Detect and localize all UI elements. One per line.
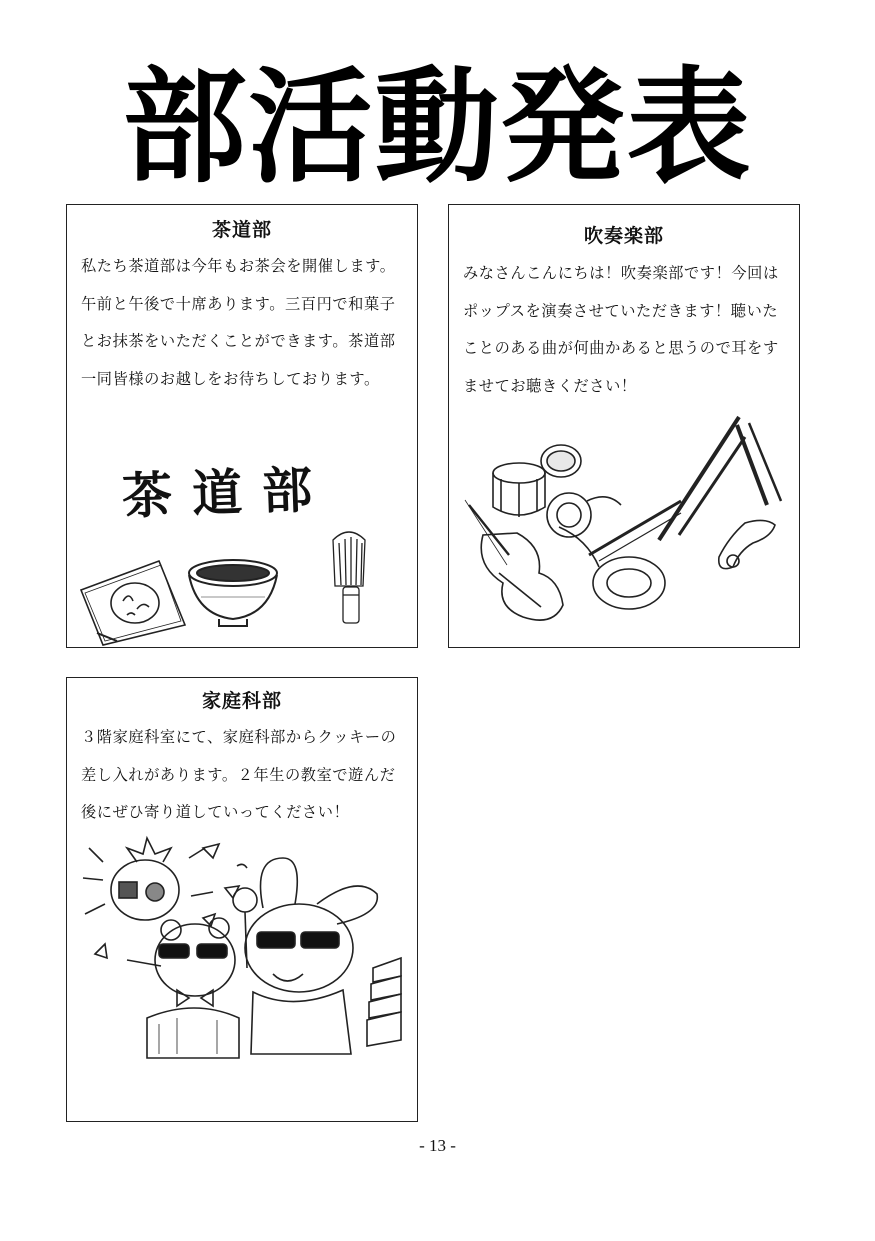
club-title-katei: 家庭科部 (201, 690, 282, 712)
cookie-bag-icon (83, 838, 213, 920)
tambourine-icon (541, 445, 581, 477)
tea-ceremony-illustration (67, 205, 417, 647)
tea-bowl-icon (189, 560, 277, 626)
club-box-suisou (448, 204, 800, 648)
page-number: - 13 - (419, 1136, 456, 1155)
wagashi-plate-icon (81, 561, 185, 645)
clarinet-icon (659, 417, 781, 540)
french-horn-icon (547, 493, 621, 537)
club-text-sado: 私たち茶道部は今年もお茶会を開催します。午前と午後で十席あります。三百円で和菓子とお抹茶をいただくことができます。茶道部一同皆様のお越しをお待ちしております。 (81, 257, 396, 388)
rabbit-character-icon (245, 858, 377, 1054)
band-instruments-illustration (449, 205, 799, 647)
calligraphy-sado: 茶道部 (121, 459, 334, 526)
club-title-suisou: 吹奏楽部 (583, 225, 664, 247)
page-title: 部活動発表 (122, 56, 753, 200)
double-bass-icon (465, 500, 563, 620)
club-text-suisou: みなさんこんにちは！吹奏楽部です！今回はポップスを演奏させていただきます！聴いたことのある曲が何曲かあると思うので耳をすませてお聴きください！ (463, 264, 779, 395)
tea-whisk-icon (333, 532, 365, 623)
tuba-icon (559, 527, 665, 609)
club-text-katei: ３階家庭科室にて、家庭科部からクッキーの差し入れがあります。２年生の教室で遊んだ後にぜひ寄り道していってください！ (81, 728, 397, 821)
snare-drum-icon (493, 463, 545, 517)
cookie-party-illustration (67, 678, 417, 1121)
club-box-katei (66, 677, 418, 1122)
club-title-sado: 茶道部 (211, 219, 272, 241)
bear-character-icon (127, 918, 239, 1058)
club-box-sado (66, 204, 418, 648)
confetti-icon (95, 844, 247, 958)
plate-stack-icon (367, 958, 401, 1046)
saxophone-icon (719, 520, 775, 568)
